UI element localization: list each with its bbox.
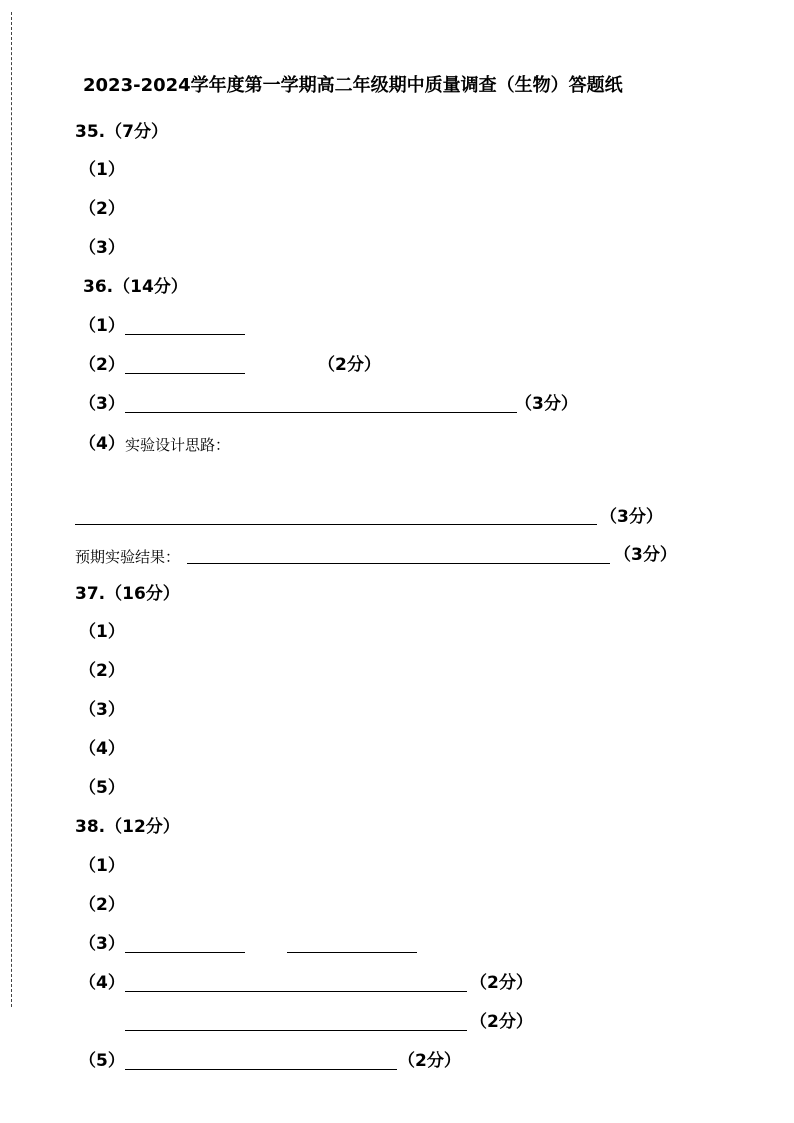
q35-item-3-label: （3）: [79, 238, 125, 258]
q36-item-3-label: （3）: [79, 394, 125, 414]
q36-item-3-points: （3分）: [515, 394, 578, 414]
q36-design-points: （3分）: [600, 507, 663, 527]
q36-item-2-label: （2）: [79, 355, 125, 375]
q38-item-3-answer-line-b[interactable]: [287, 952, 417, 953]
q35-heading: 35.（7分）: [75, 122, 168, 142]
page-title: 2023-2024学年度第一学期高二年级期中质量调查（生物）答题纸: [83, 75, 623, 96]
q36-design-answer-line[interactable]: [75, 524, 597, 525]
q36-item-3-answer-line[interactable]: [125, 412, 517, 413]
q36-item-4-label: （4）: [79, 434, 125, 454]
q36-result-points: （3分）: [614, 545, 677, 565]
q38-item-5-points: （2分）: [398, 1051, 461, 1071]
q38-item-4-answer-line-b[interactable]: [125, 1030, 467, 1031]
q38-item-3-answer-line-a[interactable]: [125, 952, 245, 953]
q36-heading: 36.（14分）: [83, 277, 188, 297]
q36-item-2-points: （2分）: [318, 355, 381, 375]
q38-item-4-label: （4）: [79, 973, 125, 993]
q36-result-label: 预期实验结果：: [75, 548, 181, 566]
q38-item-2-label: （2）: [79, 895, 125, 915]
q38-item-4-answer-line-a[interactable]: [125, 991, 467, 992]
q38-heading: 38.（12分）: [75, 817, 180, 837]
q37-item-1-label: （1）: [79, 622, 125, 642]
q35-item-1-label: （1）: [79, 160, 125, 180]
q38-item-3-label: （3）: [79, 934, 125, 954]
binding-margin-dashed-line: [11, 12, 12, 1007]
q37-item-4-label: （4）: [79, 739, 125, 759]
q38-item-4a-points: （2分）: [470, 973, 533, 993]
q36-item-1-label: （1）: [79, 316, 125, 336]
q36-result-answer-line[interactable]: [187, 563, 610, 564]
q37-item-5-label: （5）: [79, 778, 125, 798]
q36-item-2-answer-line[interactable]: [125, 373, 245, 374]
q38-item-4b-points: （2分）: [470, 1012, 533, 1032]
q37-item-2-label: （2）: [79, 661, 125, 681]
q37-heading: 37.（16分）: [75, 584, 180, 604]
q38-item-5-answer-line[interactable]: [125, 1069, 397, 1070]
q36-design-label: 实验设计思路：: [125, 436, 231, 454]
q37-item-3-label: （3）: [79, 700, 125, 720]
q38-item-1-label: （1）: [79, 856, 125, 876]
q35-item-2-label: （2）: [79, 199, 125, 219]
q38-item-5-label: （5）: [79, 1051, 125, 1071]
q36-item-1-answer-line[interactable]: [125, 334, 245, 335]
